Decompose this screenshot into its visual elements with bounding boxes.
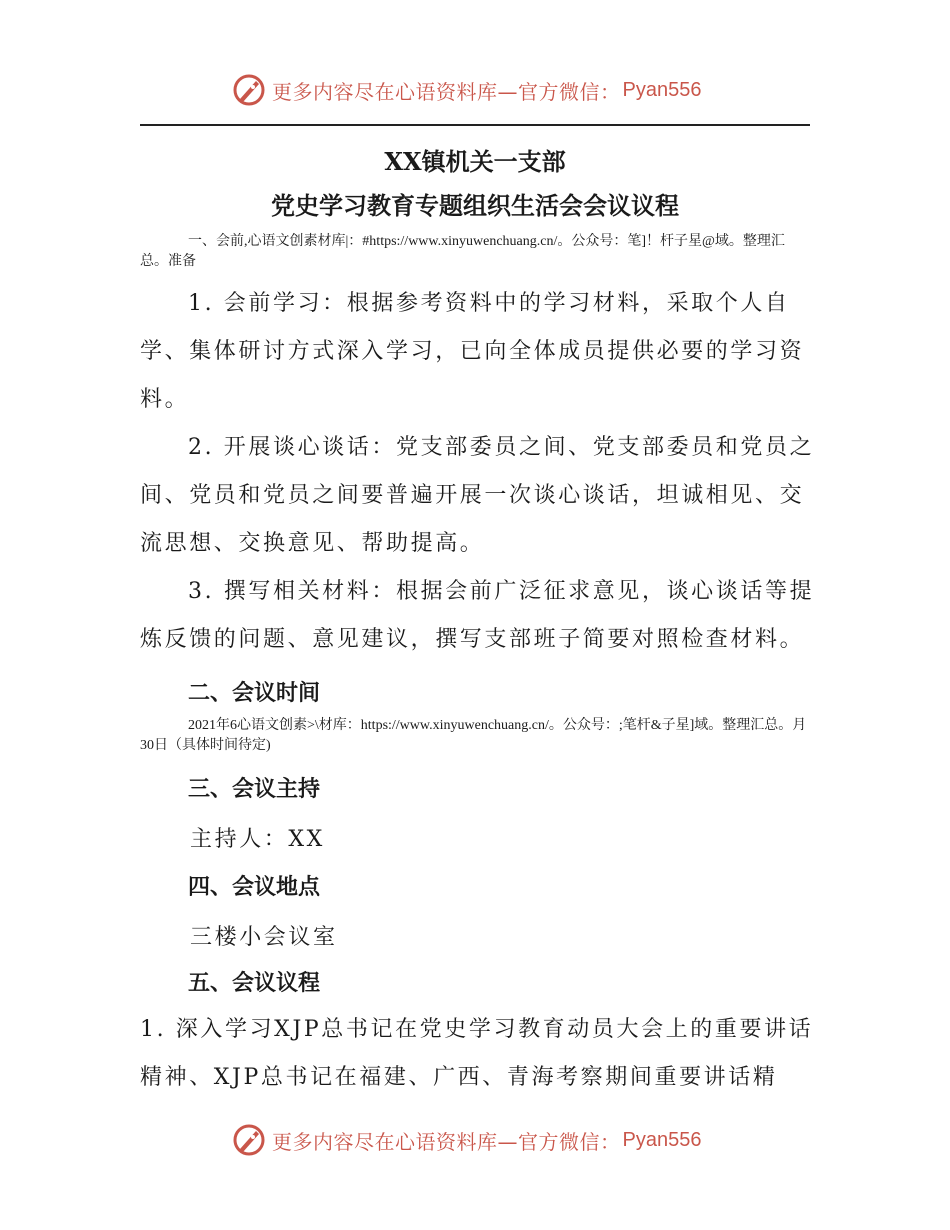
- pen-logo-icon: [232, 73, 266, 107]
- section5-item-1: 1. 深入学习XJP总书记在党史学习教育动员大会上的重要讲话精神、XJP总书记在福建、广西、青海考察期间重要讲话精: [140, 1017, 814, 1090]
- section1-item-3: 3. 撰写相关材料：根据会前广泛征求意见，谈心谈话等提炼反馈的问题、意见建议，撰写支部班子简要对照检查材料。: [140, 579, 815, 652]
- watermark-wechat-id: Pyan556: [622, 78, 702, 101]
- section4-heading: 四、会议地点: [188, 875, 321, 900]
- watermark-text: 更多内容尽在心语资料库—官方微信：: [272, 79, 621, 104]
- section2-text: 2021年6心语文创素>\材库：https://www.xinyuwenchuang.cn/。公众号：;笔杆&子星]域。整理汇总。月30日（具体时间待定): [140, 718, 807, 753]
- section4-text: 三楼小会议室: [190, 925, 338, 950]
- section1-item-2: 2. 开展谈心谈话：党支部委员之间、党支部委员和党员之间、党员和党员之间要普遍开展一次谈心谈话，坦诚相见、交流思想、交换意见、帮助提高。: [140, 435, 815, 556]
- watermark-text: 更多内容尽在心语资料库—官方微信：: [272, 1129, 621, 1154]
- pen-logo-icon: [232, 1123, 266, 1157]
- section2-heading: 二、会议时间: [188, 681, 321, 706]
- watermark-header: [232, 70, 712, 110]
- document-title: XX镇机关一支部: [384, 147, 566, 176]
- watermark-footer: [232, 1120, 712, 1160]
- section3-text: 主持人：XX: [190, 827, 325, 852]
- section1-intro: 一、会前,心语文创素材库|：#https://www.xinyuwenchuang.cn/。公众号：笔]！杆子星@域。整理汇总。准备: [140, 234, 785, 269]
- section3-heading: 三、会议主持: [188, 777, 321, 802]
- section5-heading: 五、会议议程: [188, 971, 321, 996]
- document-subtitle: 党史学习教育专题组织生活会会议议程: [271, 191, 679, 220]
- section1-item-1: 1. 会前学习：根据参考资料中的学习材料，采取个人自学、集体研讨方式深入学习，已向全体成员提供必要的学习资料。: [140, 291, 805, 412]
- watermark-wechat-id: Pyan556: [622, 1128, 702, 1151]
- header-divider: [140, 124, 810, 126]
